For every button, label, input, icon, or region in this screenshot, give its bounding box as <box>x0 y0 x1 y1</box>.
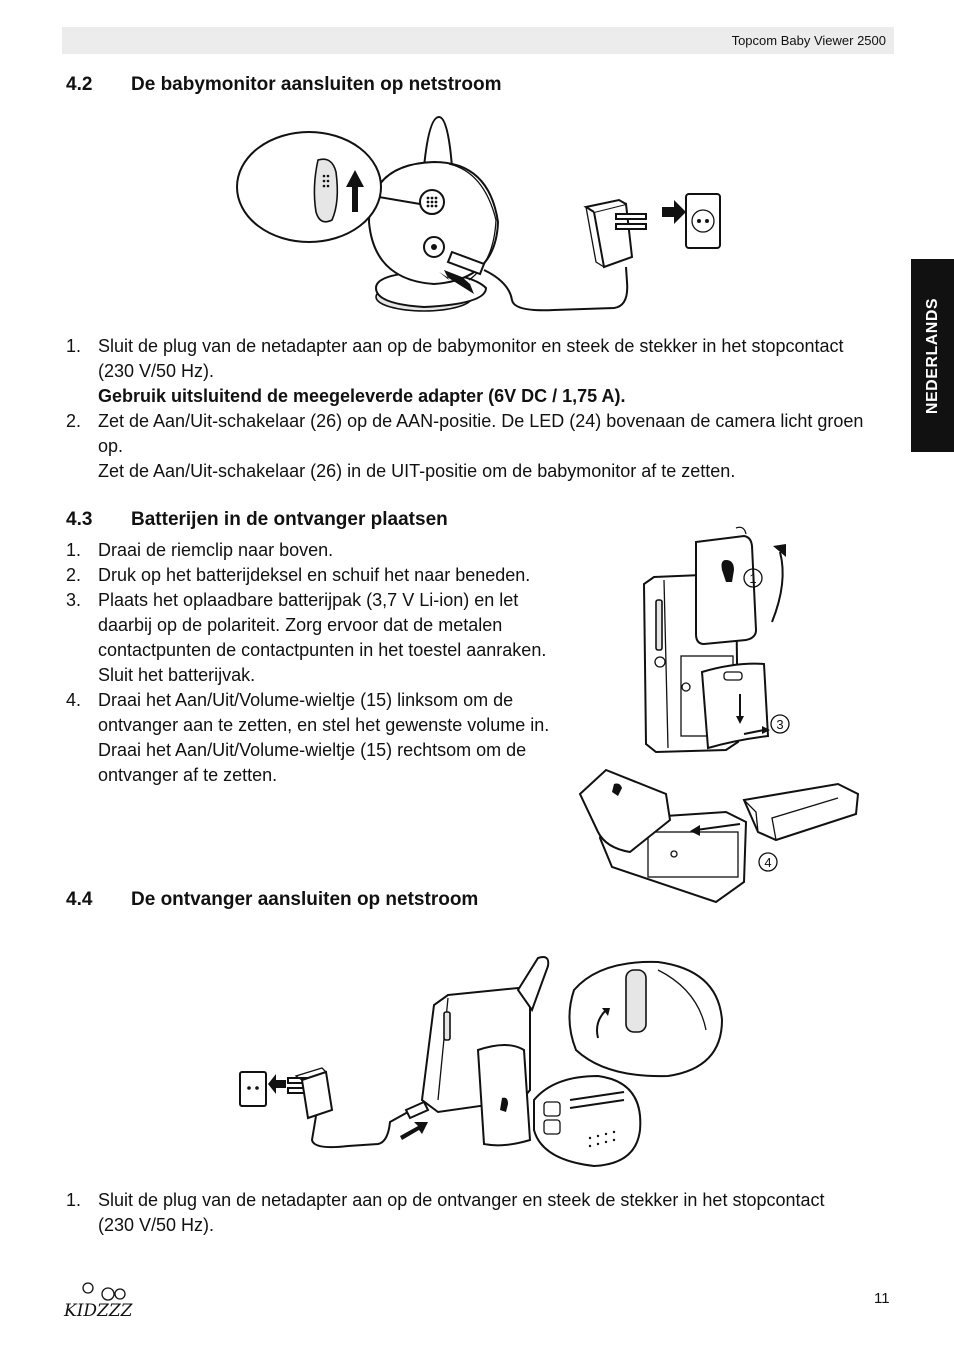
instructions-4-4 <box>66 1188 856 1238</box>
section-title: Batterijen in de ontvanger plaatsen <box>131 509 448 530</box>
battery-insertion-illustration <box>576 522 862 914</box>
language-tab <box>911 259 954 452</box>
kidzzz-logo <box>62 1278 138 1326</box>
section-number: 4.2 <box>66 74 93 95</box>
babymonitor-power-illustration <box>234 112 730 320</box>
page-header <box>62 27 894 54</box>
section-number: 4.3 <box>66 509 93 530</box>
list-item: 1. Sluit de plug van de netadapter aan op de babymonitor en steek de stekker in het stopcontact (230 V/50 Hz). Gebruik uitsluitend de meegeleverde adapter (6V DC / 1,75 A). <box>66 336 844 406</box>
page-number: 11 <box>874 1290 890 1307</box>
section-title: De babymonitor aansluiten op netstroom <box>131 74 502 95</box>
list-item: 1. Sluit de plug van de netadapter aan op de ontvanger en steek de stekker in het stopcontact (230 V/50 Hz). <box>66 1190 825 1235</box>
section-heading-4-4 <box>66 889 478 911</box>
header-title: Topcom Baby Viewer 2500 <box>731 33 886 48</box>
instructions-4-2 <box>66 334 881 484</box>
section-heading-4-3 <box>66 509 448 531</box>
logo-text: KIDZZZ <box>64 1301 133 1321</box>
section-number: 4.4 <box>66 889 93 910</box>
step-label-3: 3 <box>776 717 784 732</box>
language-tab-label: NEDERLANDS <box>923 297 941 414</box>
instructions-4-3 <box>66 538 551 788</box>
step-label-4: 4 <box>764 855 772 870</box>
list-item: 2. Zet de Aan/Uit-schakelaar (26) op de AAN-positie. De LED (24) bovenaan de camera licht groen op. Zet de Aan/Uit-schakelaar (26) in de UIT-positie om de babymonitor af te zetten. <box>66 411 864 481</box>
list-item: 2. Druk op het batterijdeksel en schuif het naar beneden. <box>66 565 531 585</box>
receiver-power-illustration <box>238 950 728 1172</box>
section-title: De ontvanger aansluiten op netstroom <box>131 889 479 910</box>
step-label-1: 1 <box>749 571 757 586</box>
list-item: 4. Draai het Aan/Uit/Volume-wieltje (15) linksom om de ontvanger aan te zetten, en stel het gewenste volume in. Draai het Aan/Uit/Volume-wieltje (15) rechtsom om de ontvanger af te zetten. <box>66 690 550 785</box>
list-item: 1. Draai de riemclip naar boven. <box>66 540 334 560</box>
section-heading-4-2 <box>66 74 502 96</box>
list-item: 3. Plaats het oplaadbare batterijpak (3,7 V Li-ion) en let daarbij op de polariteit. Zorg ervoor dat de metalen contactpunten de contactpunten in het toestel aanraken. Sluit het batterijvak. <box>66 590 547 685</box>
